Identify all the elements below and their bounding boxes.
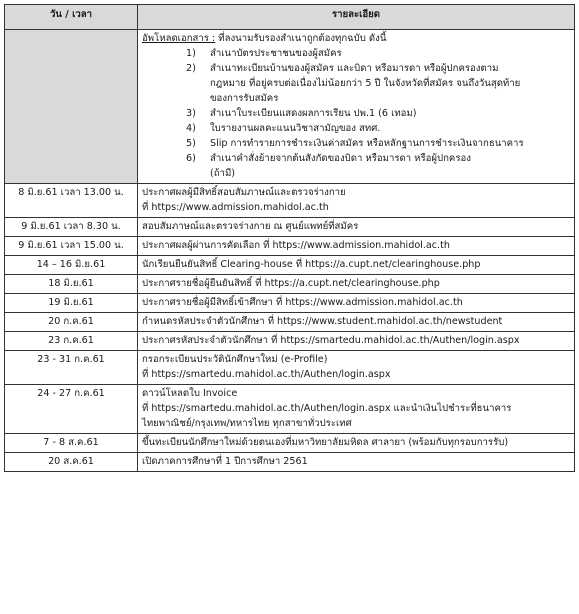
schedule-detail <box>138 332 575 351</box>
schedule-row <box>5 313 575 332</box>
schedule-detail <box>138 313 575 332</box>
schedule-row <box>5 184 575 218</box>
document-item-number: 5) <box>186 138 196 149</box>
schedule-date: 23 ก.ค.61 <box>5 332 138 351</box>
schedule-detail-line: ประกาศรหัสประจำตัวนักศึกษา ที่ https://smartedu.mahidol.ac.th/Authen/login.aspx <box>142 335 520 346</box>
schedule-row <box>5 351 575 385</box>
document-item-line: กฎหมาย ที่อยู่ครบต่อเนื่องไม่น้อยกว่า 5 ปี ในจังหวัดที่สมัคร จนถึงวันสุดท้าย <box>210 78 521 89</box>
document-item-line: ของการรับสมัคร <box>210 93 279 104</box>
schedule-detail <box>138 434 575 453</box>
schedule-date: 18 มิ.ย.61 <box>5 275 138 294</box>
schedule-detail-line: ประกาศรายชื่อผู้ยืนยันสิทธิ์ ที่ https://a.cupt.net/clearinghouse.php <box>142 278 440 289</box>
schedule-detail <box>138 184 575 218</box>
document-item-text <box>210 121 570 136</box>
upload-intro <box>142 31 570 46</box>
document-item <box>142 46 570 61</box>
schedule-table <box>4 4 575 472</box>
document-item-text <box>210 46 570 61</box>
document-item <box>142 106 570 121</box>
schedule-date: 9 มิ.ย.61 เวลา 15.00 น. <box>5 237 138 256</box>
schedule-date: 20 ก.ค.61 <box>5 313 138 332</box>
schedule-detail <box>138 385 575 434</box>
schedule-detail-line: ที่ https://smartedu.mahidol.ac.th/Authen/login.aspx และนำเงินไปชำระที่ธนาคาร <box>142 403 512 414</box>
document-item-number: 4) <box>186 123 196 134</box>
schedule-detail <box>138 453 575 472</box>
schedule-row <box>5 218 575 237</box>
schedule-detail-line: เปิดภาคการศึกษาที่ 1 ปีการศึกษา 2561 <box>142 456 308 467</box>
schedule-date: 23 - 31 ก.ค.61 <box>5 351 138 385</box>
upload-date-cell <box>5 30 138 184</box>
schedule-date: 19 มิ.ย.61 <box>5 294 138 313</box>
schedule-row <box>5 434 575 453</box>
document-item-line: ใบรายงานผลคะแนนวิชาสามัญของ สทศ. <box>210 123 381 134</box>
document-item <box>142 151 570 181</box>
schedule-detail <box>138 218 575 237</box>
schedule-detail <box>138 351 575 385</box>
document-item-line: Slip การทำรายการชำระเงินค่าสมัคร หรือหลักฐานการชำระเงินจากธนาคาร <box>210 138 524 149</box>
schedule-detail-line: ประกาศผลผู้มีสิทธิ์สอบสัมภาษณ์และตรวจร่างกาย <box>142 187 346 198</box>
document-item <box>142 136 570 151</box>
schedule-detail <box>138 256 575 275</box>
document-item-line: สำเนาบัตรประชาชนของผู้สมัคร <box>210 48 342 59</box>
schedule-detail-line: นักเรียนยืนยันสิทธิ์ Clearing-house ที่ https://a.cupt.net/clearinghouse.php <box>142 259 481 270</box>
schedule-document <box>4 4 574 472</box>
schedule-row <box>5 294 575 313</box>
schedule-detail <box>138 275 575 294</box>
upload-intro-text: ที่ลงนามรับรองสำเนาถูกต้องทุกฉบับ ดังนี้ <box>215 33 387 44</box>
document-item-number: 1) <box>186 48 196 59</box>
document-item-text <box>210 61 570 106</box>
document-item-number: 6) <box>186 153 196 164</box>
schedule-detail-line: กำหนดรหัสประจำตัวนักศึกษา ที่ https://www.student.mahidol.ac.th/newstudent <box>142 316 503 327</box>
schedule-row <box>5 385 575 434</box>
document-item <box>142 61 570 106</box>
document-item-text <box>210 106 570 121</box>
schedule-detail-line: กรอกระเบียนประวัตินักศึกษาใหม่ (e-Profile) <box>142 354 328 365</box>
schedule-date: 14 – 16 มิ.ย.61 <box>5 256 138 275</box>
header-row <box>5 5 575 30</box>
document-item-number: 3) <box>186 108 196 119</box>
schedule-detail-line: ที่ https://www.admission.mahidol.ac.th <box>142 202 329 213</box>
schedule-row <box>5 275 575 294</box>
schedule-detail <box>138 237 575 256</box>
header-date: วัน / เวลา <box>5 5 138 30</box>
schedule-date: 8 มิ.ย.61 เวลา 13.00 น. <box>5 184 138 218</box>
schedule-row <box>5 332 575 351</box>
schedule-row <box>5 237 575 256</box>
schedule-date: 9 มิ.ย.61 เวลา 8.30 น. <box>5 218 138 237</box>
schedule-detail-line: ประกาศผลผู้ผ่านการคัดเลือก ที่ https://www.admission.mahidol.ac.th <box>142 240 450 251</box>
schedule-detail-line: ไทยพาณิชย์/กรุงเทพ/ทหารไทย ทุกสาขาทั่วประเทศ <box>142 418 352 429</box>
document-item <box>142 121 570 136</box>
schedule-detail-line: ประกาศรายชื่อผู้มีสิทธิ์เข้าศึกษา ที่ https://www.admission.mahidol.ac.th <box>142 297 463 308</box>
document-item-text <box>210 151 570 181</box>
schedule-detail-line: ดาวน์โหลดใบ Invoice <box>142 388 238 399</box>
document-item-line: สำเนาใบระเบียนแสดงผลการเรียน ปพ.1 (6 เทอม) <box>210 108 417 119</box>
schedule-detail-line: ขึ้นทะเบียนนักศึกษาใหม่ด้วยตนเองที่มหาวิทยาลัยมหิดล ศาลายา (พร้อมกับทุกรอบการรับ) <box>142 437 509 448</box>
schedule-date: 24 - 27 ก.ค.61 <box>5 385 138 434</box>
upload-detail-cell <box>138 30 575 184</box>
schedule-detail <box>138 294 575 313</box>
schedule-date: 7 - 8 ส.ค.61 <box>5 434 138 453</box>
document-item-text <box>210 136 570 151</box>
schedule-detail-line: สอบสัมภาษณ์และตรวจร่างกาย ณ ศูนย์แพทย์ที่สมัคร <box>142 221 359 232</box>
document-item-line: (ถ้ามี) <box>210 168 236 179</box>
schedule-row <box>5 256 575 275</box>
document-item-number: 2) <box>186 63 196 74</box>
header-detail: รายละเอียด <box>138 5 575 30</box>
required-documents-list <box>142 46 570 181</box>
document-item-line: สำเนาทะเบียนบ้านของผู้สมัคร และบิดา หรือมารดา หรือผู้ปกครองตาม <box>210 63 499 74</box>
schedule-date: 20 ส.ค.61 <box>5 453 138 472</box>
upload-intro-label: อัพโหลดเอกสาร : <box>142 33 216 44</box>
schedule-detail-line: ที่ https://smartedu.mahidol.ac.th/Authen/login.aspx <box>142 369 391 380</box>
document-item-line: สำเนาคำสั่งย้ายจากต้นสังกัดของบิดา หรือมารดา หรือผู้ปกครอง <box>210 153 471 164</box>
upload-documents-row <box>5 30 575 184</box>
schedule-row <box>5 453 575 472</box>
